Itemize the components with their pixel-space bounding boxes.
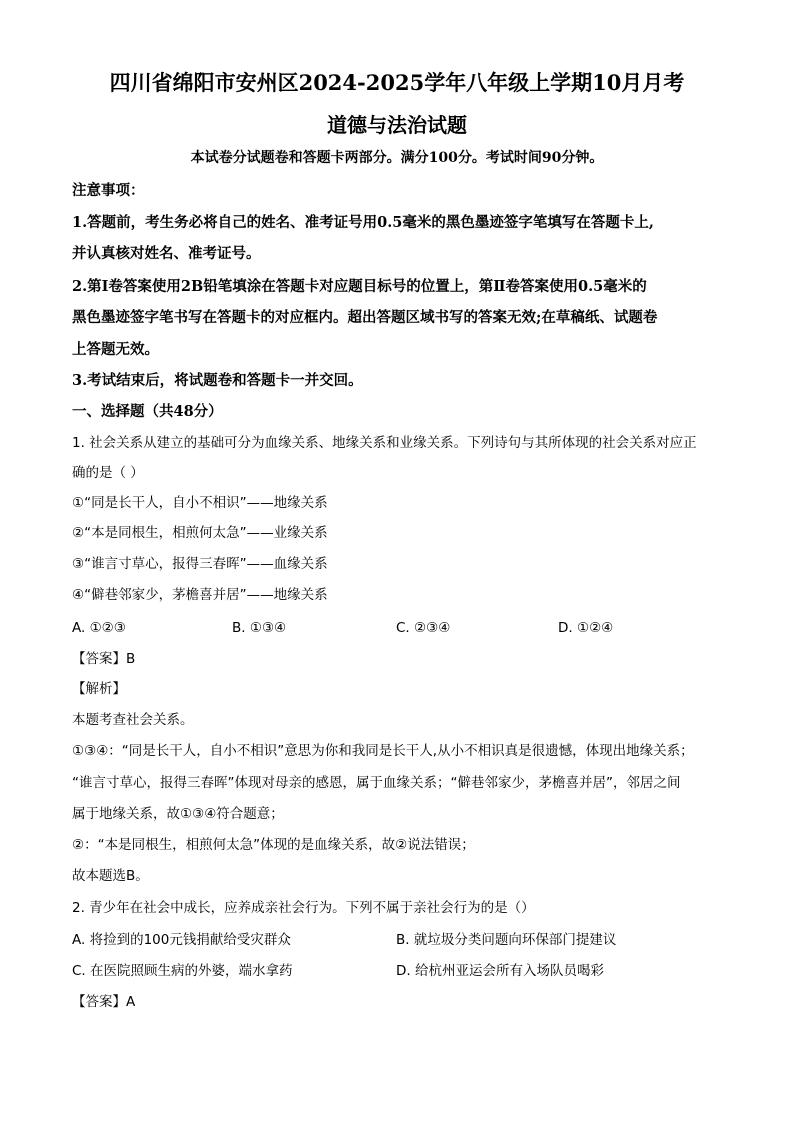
q1-analysis-line-2: ①③④：“同是长干人，自小不相识”意思为你和我同是长干人,从小不相识真是很遗憾，体现出地缘关系； — [72, 743, 694, 759]
q1-stem-line-1: 1. 社会关系从建立的基础可分为血缘关系、地缘关系和业缘关系。下列诗句与其所体现的社会关系对应正 — [72, 435, 697, 451]
q2-option-c: C. 在医院照顾生病的外婆，端水拿药 — [72, 963, 293, 979]
q1-option-d: D. ①②④ — [558, 620, 614, 636]
note-1-line-1: 1.答题前，考生务必将自己的姓名、准考证号用0.5毫米的黑色墨迹签字笔填写在答题卡上, — [72, 214, 654, 231]
notes-heading: 注意事项： — [72, 182, 145, 199]
q1-analysis-line-4: 属于地缘关系，故①③④符合题意； — [72, 806, 284, 822]
q1-item-3: ③“谁言寸草心，报得三春晖”——血缘关系 — [72, 556, 328, 572]
exam-subject-title: 道德与法治试题 — [327, 113, 467, 137]
q1-stem-line-2: 确的是（ ） — [72, 465, 144, 481]
note-3: 3.考试结束后，将试题卷和答题卡一并交回。 — [72, 372, 363, 389]
q2-option-a: A. 将捡到的100元钱捐献给受灾群众 — [72, 932, 291, 948]
q1-answer: 【答案】B — [72, 651, 136, 667]
q1-item-2: ②“本是同根生，相煎何太急”——业缘关系 — [72, 525, 328, 541]
q2-stem: 2. 青少年在社会中成长，应养成亲社会行为。下列不属于亲社会行为的是（） — [72, 900, 535, 916]
q1-analysis-line-5: ②：“本是同根生，相煎何太急”体现的是血缘关系，故②说法错误； — [72, 837, 475, 853]
exam-description: 本试卷分试题卷和答题卡两部分。满分100分。考试时间90分钟。 — [190, 150, 604, 166]
q1-option-c: C. ②③④ — [396, 620, 451, 636]
q1-analysis-label: 【解析】 — [72, 681, 126, 697]
note-2-line-1: 2.第I卷答案使用2B铅笔填涂在答题卡对应题目标号的位置上，第Ⅱ卷答案使用0.5毫米的 — [72, 278, 647, 295]
exam-title: 四川省绵阳市安州区2024-2025学年八年级上学期10月月考 — [109, 70, 685, 95]
q2-option-b: B. 就垃圾分类问题向环保部门提建议 — [396, 932, 617, 948]
note-2-line-2: 黑色墨迹签字笔书写在答题卡的对应框内。超出答题区域书写的答案无效;在草稿纸、试题卷 — [72, 309, 658, 326]
note-2-line-3: 上答题无效。 — [72, 341, 159, 358]
note-1-line-2: 并认真核对姓名、准考证号。 — [72, 245, 261, 262]
q2-answer: 【答案】A — [72, 994, 136, 1010]
q1-item-4: ④“僻巷邻家少，茅檐喜并居”——地缘关系 — [72, 587, 328, 603]
q1-item-1: ①“同是长干人，自小不相识”——地缘关系 — [72, 495, 328, 511]
q1-analysis-line-6: 故本题选B。 — [72, 868, 149, 884]
q2-option-d: D. 给杭州亚运会所有入场队员喝彩 — [396, 963, 604, 979]
section-heading: 一、选择题（共48分） — [72, 403, 223, 420]
q1-analysis-line-1: 本题考查社会关系。 — [72, 712, 194, 728]
q1-option-b: B. ①③④ — [232, 620, 287, 636]
q1-analysis-line-3: “谁言寸草心，报得三春晖”体现对母亲的感恩，属于血缘关系；“僻巷邻家少，茅檐喜并居”，邻居之间 — [72, 775, 681, 791]
q1-option-a: A. ①②③ — [72, 620, 126, 636]
